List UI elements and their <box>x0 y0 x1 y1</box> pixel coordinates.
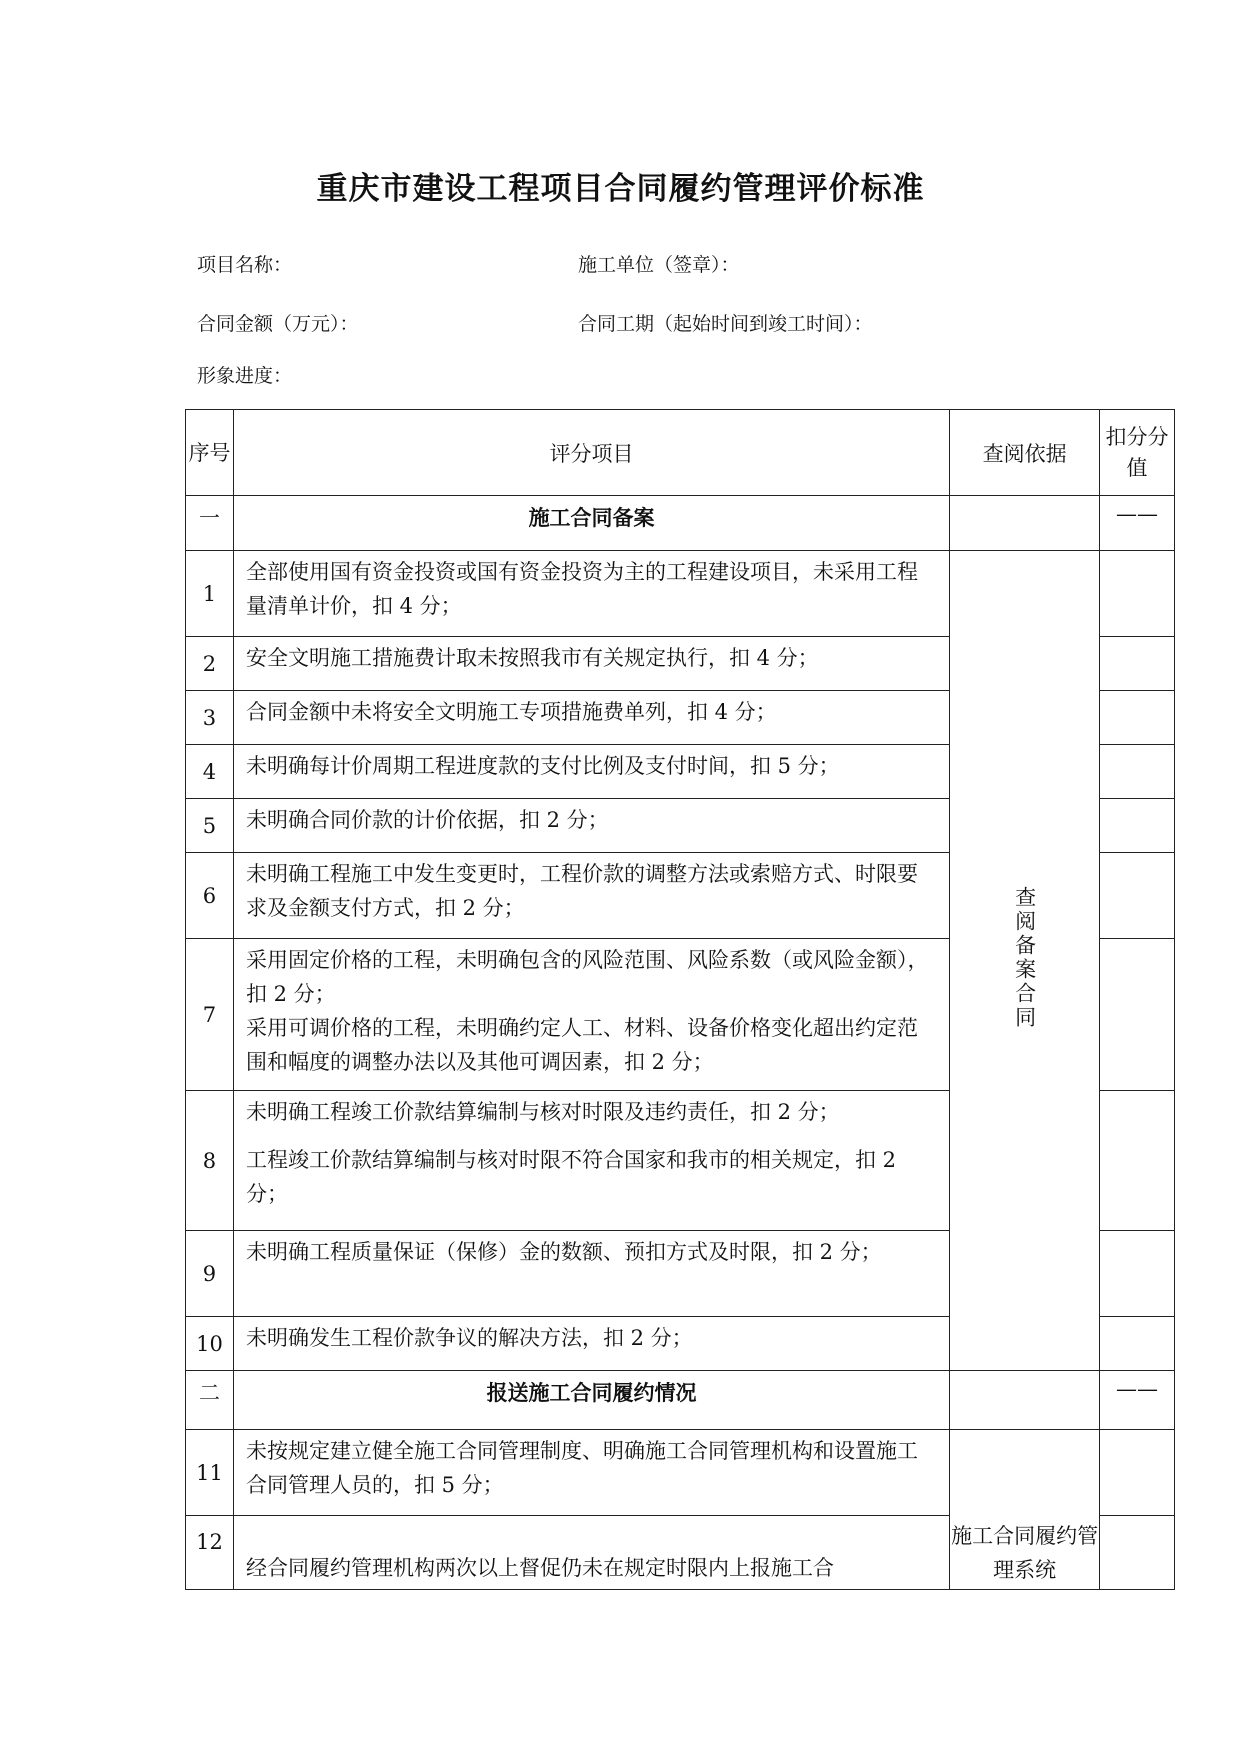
section-title: 报送施工合同履约情况 <box>233 1371 949 1430</box>
row-text: 经合同履约管理机构两次以上督促仍未在规定时限内上报施工合 <box>233 1516 949 1590</box>
row-text: 未明确发生工程价款争议的解决方法，扣 2 分； <box>233 1317 949 1371</box>
row-text: 安全文明施工措施费计取未按照我市有关规定执行，扣 4 分； <box>233 637 949 691</box>
row-text-line: 采用固定价格的工程，未明确包含的风险范围、风险系数（或风险金额），扣 2 分； <box>245 948 929 1006</box>
row-num: 7 <box>186 939 234 1091</box>
deduction-cell[interactable] <box>1100 939 1175 1091</box>
header-deduction: 扣分分值 <box>1100 410 1175 496</box>
deduction-cell[interactable] <box>1100 1091 1175 1231</box>
row-text <box>233 1091 949 1231</box>
row-num: 10 <box>186 1317 234 1371</box>
section-row <box>186 496 1175 551</box>
contractor-label: 施工单位（签章）： <box>578 254 740 276</box>
row-num: 9 <box>186 1231 234 1317</box>
section-ref-cell <box>950 1371 1100 1430</box>
evaluation-table <box>185 409 1175 1590</box>
deduction-cell[interactable] <box>1100 1231 1175 1317</box>
section-deduction: —— <box>1100 496 1175 551</box>
deduction-cell[interactable] <box>1100 799 1175 853</box>
progress-label: 形象进度： <box>197 365 293 387</box>
row-text: 未明确每计价周期工程进度款的支付比例及支付时间，扣 5 分； <box>233 745 949 799</box>
section-ref-cell <box>950 496 1100 551</box>
reference-text: 查阅备案合同 <box>1012 886 1037 1030</box>
row-text: 未明确合同价款的计价依据，扣 2 分； <box>233 799 949 853</box>
table-row <box>186 1430 1175 1516</box>
row-text: 未明确工程施工中发生变更时，工程价款的调整方法或索赔方式、时限要求及金额支付方式，扣 2 分； <box>233 853 949 939</box>
section-deduction: —— <box>1100 1371 1175 1430</box>
row-num: 4 <box>186 745 234 799</box>
deduction-cell[interactable] <box>1100 745 1175 799</box>
deduction-cell[interactable] <box>1100 1430 1175 1516</box>
row-text: 全部使用国有资金投资或国有资金投资为主的工程建设项目，未采用工程量清单计价，扣 4 分； <box>233 551 949 637</box>
deduction-cell[interactable] <box>1100 1317 1175 1371</box>
table-header-row <box>186 410 1175 496</box>
row-num: 8 <box>186 1091 234 1231</box>
deduction-cell[interactable] <box>1100 1516 1175 1590</box>
header-ref: 查阅依据 <box>950 410 1100 496</box>
row-num: 6 <box>186 853 234 939</box>
row-num: 2 <box>186 637 234 691</box>
deduction-cell[interactable] <box>1100 691 1175 745</box>
contract-amount-label: 合同金额（万元）： <box>197 313 359 335</box>
header-num: 序号 <box>186 410 234 496</box>
deduction-cell[interactable] <box>1100 637 1175 691</box>
section-row <box>186 1371 1175 1430</box>
row-text: 合同金额中未将安全文明施工专项措施费单列，扣 4 分； <box>233 691 949 745</box>
reference-cell <box>950 1430 1100 1590</box>
row-text <box>233 939 949 1091</box>
row-num: 3 <box>186 691 234 745</box>
row-text: 未明确工程质量保证（保修）金的数额、预扣方式及时限，扣 2 分； <box>233 1231 949 1317</box>
row-text-line: 工程竣工价款结算编制与核对时限不符合国家和我市的相关规定，扣 2 分； <box>245 1148 897 1206</box>
deduction-cell[interactable] <box>1100 551 1175 637</box>
section-num: 一 <box>186 496 234 551</box>
row-text: 未按规定建立健全施工合同管理制度、明确施工合同管理机构和设置施工合同管理人员的，扣 5 分； <box>233 1430 949 1516</box>
row-num: 11 <box>186 1430 234 1516</box>
header-item: 评分项目 <box>233 410 949 496</box>
table-row <box>186 551 1175 637</box>
reference-cell <box>950 551 1100 1371</box>
project-name-label: 项目名称： <box>197 254 293 276</box>
section-title: 施工合同备案 <box>233 496 949 551</box>
contract-period-label: 合同工期（起始时间到竣工时间）： <box>578 313 873 335</box>
row-num: 12 <box>186 1516 234 1590</box>
deduction-cell[interactable] <box>1100 853 1175 939</box>
document-title: 重庆市建设工程项目合同履约管理评价标准 <box>316 171 925 207</box>
row-text-line: 采用可调价格的工程，未明确约定人工、材料、设备价格变化超出约定范围和幅度的调整办法以及其他可调因素，扣 2 分； <box>245 1016 918 1074</box>
section-num: 二 <box>186 1371 234 1430</box>
row-num: 1 <box>186 551 234 637</box>
row-num: 5 <box>186 799 234 853</box>
row-text-line: 未明确工程竣工价款结算编制与核对时限及违约责任，扣 2 分； <box>245 1100 840 1124</box>
reference-text: 施工合同履约管理系统 <box>951 1524 1099 1582</box>
